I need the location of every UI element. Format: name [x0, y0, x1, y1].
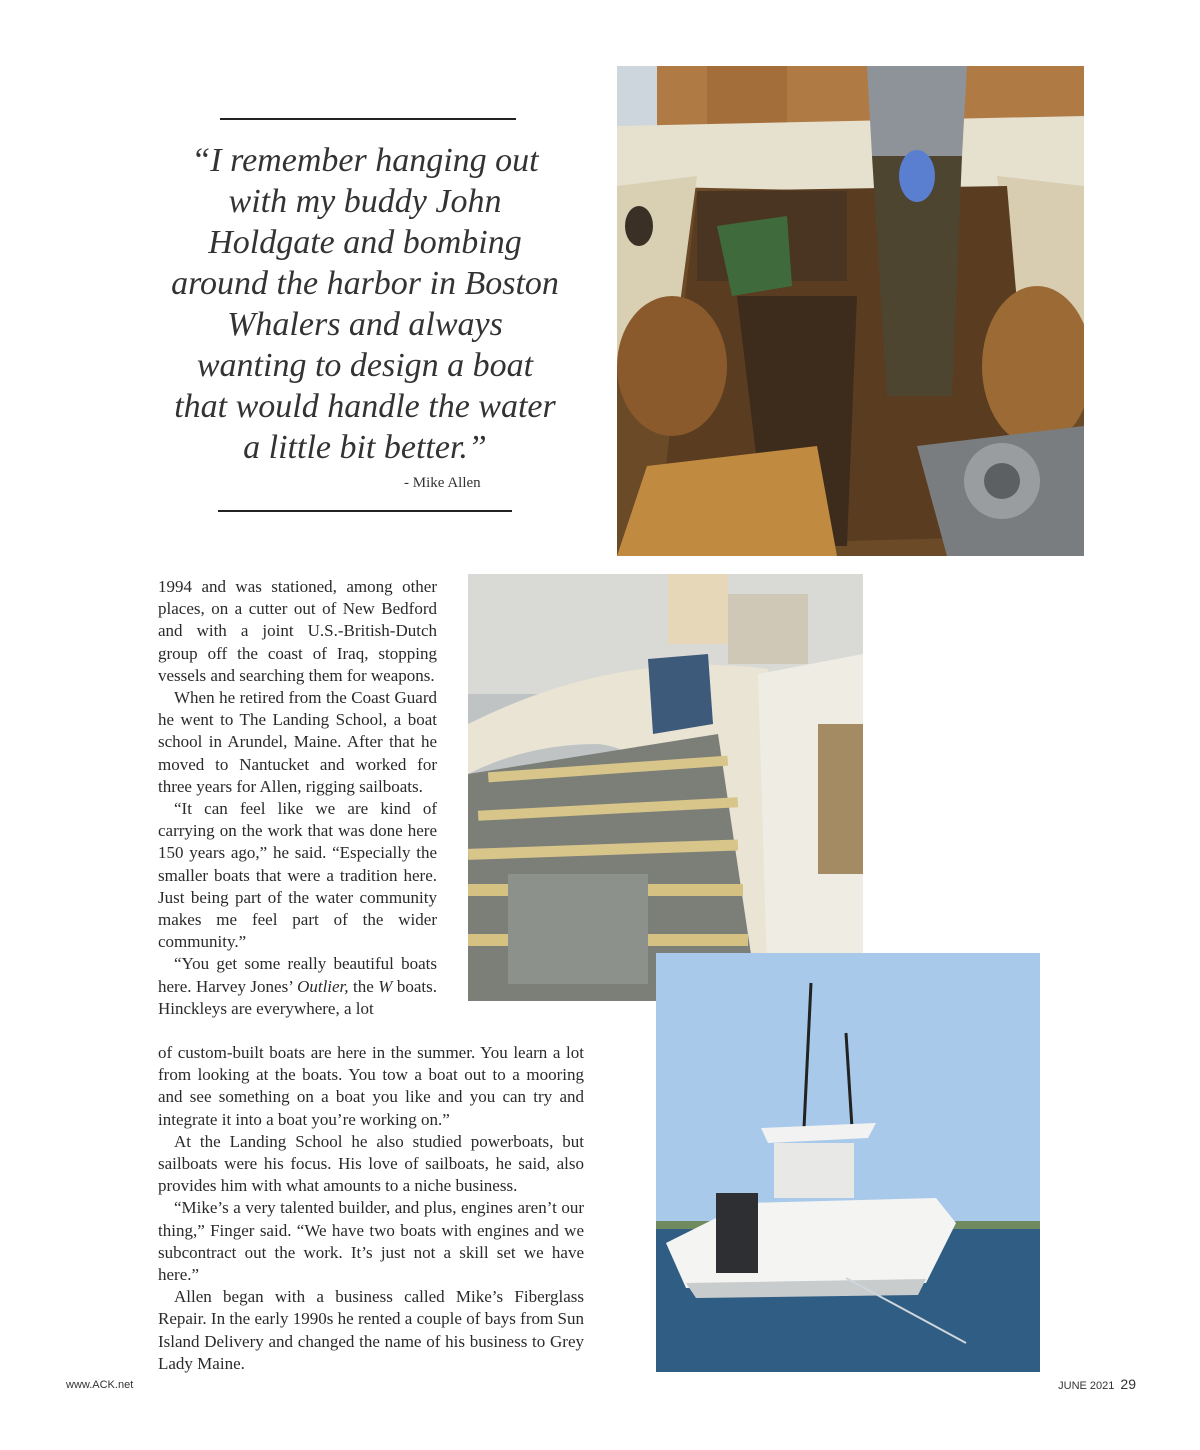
article-paragraph-boats: [158, 953, 437, 1020]
article-paragraph: of custom-built boats are here in the summer. You learn a lot from looking at the boats. You tow a boat out to a mooring and see something on a boat you like and you can try and integrate it into a boat you’re working on.”: [158, 1043, 584, 1129]
paragraph-text: boats. Hinckleys are everywhere, a lot: [158, 976, 437, 1018]
pull-quote: “I remember hanging out with my buddy John Holdgate and bombing around the harbor in Boston Whalers and always wanting to design a boat that would handle the water a little bit better.”: [171, 142, 559, 466]
issue-date: JUNE 2021: [1058, 1380, 1115, 1392]
pull-quote-top-rule: [220, 118, 516, 120]
footer-website: www.ACK.net: [66, 1379, 134, 1391]
photo-gutted-hull: [617, 66, 1084, 556]
boat-name-outlier: Outlier,: [297, 976, 349, 996]
article-paragraph: “Mike’s a very talented builder, and plus, engines aren’t our thing,” Finger said. “We have two boats with engines and we subcontract out the work. It’s just not a skill set we have here.”: [158, 1198, 584, 1285]
article-paragraph: 1994 and was stationed, among other places, on a cutter out of New Bedford and with a joint U.S.-British-Dutch group off the coast of Iraq, stopping vessels and searching them for weapons.: [158, 577, 437, 685]
article-paragraph: When he retired from the Coast Guard he went to The Landing School, a boat school in Arundel, Maine. After that he moved to Nantucket and worked for three years for Allen, rigging sailboats.: [158, 688, 437, 796]
article-paragraph: “It can feel like we are kind of carrying on the work that was done here 150 years ago,” he said. “Especially the smaller boats that were a tradition here. Just being part of the water community makes me feel part of the wider community.”: [158, 799, 437, 952]
paragraph-text: the: [348, 976, 379, 996]
article-column-narrow: [158, 576, 437, 1020]
page-number: 29: [1120, 1376, 1136, 1392]
boat-name-w: W: [378, 976, 393, 996]
footer-issue: [1058, 1376, 1136, 1392]
photo-finished-boat: [656, 953, 1040, 1372]
photo-deck-framing: [468, 574, 863, 1001]
article-column-wide: [158, 1042, 584, 1375]
pull-quote-attribution: - Mike Allen: [404, 475, 481, 491]
article-paragraph: Allen began with a business called Mike’s Fiberglass Repair. In the early 1990s he rented a couple of bays from Sun Island Delivery and changed the name of his business to Grey Lady Maine.: [158, 1287, 584, 1373]
article-paragraph: At the Landing School he also studied powerboats, but sailboats were his focus. His love of sailboats, he said, also provides him with what amounts to a niche business.: [158, 1131, 584, 1196]
paragraph-text: “You get some really beautiful boats here. Harvey Jones’: [158, 954, 437, 996]
pull-quote-bottom-rule: [218, 510, 512, 512]
